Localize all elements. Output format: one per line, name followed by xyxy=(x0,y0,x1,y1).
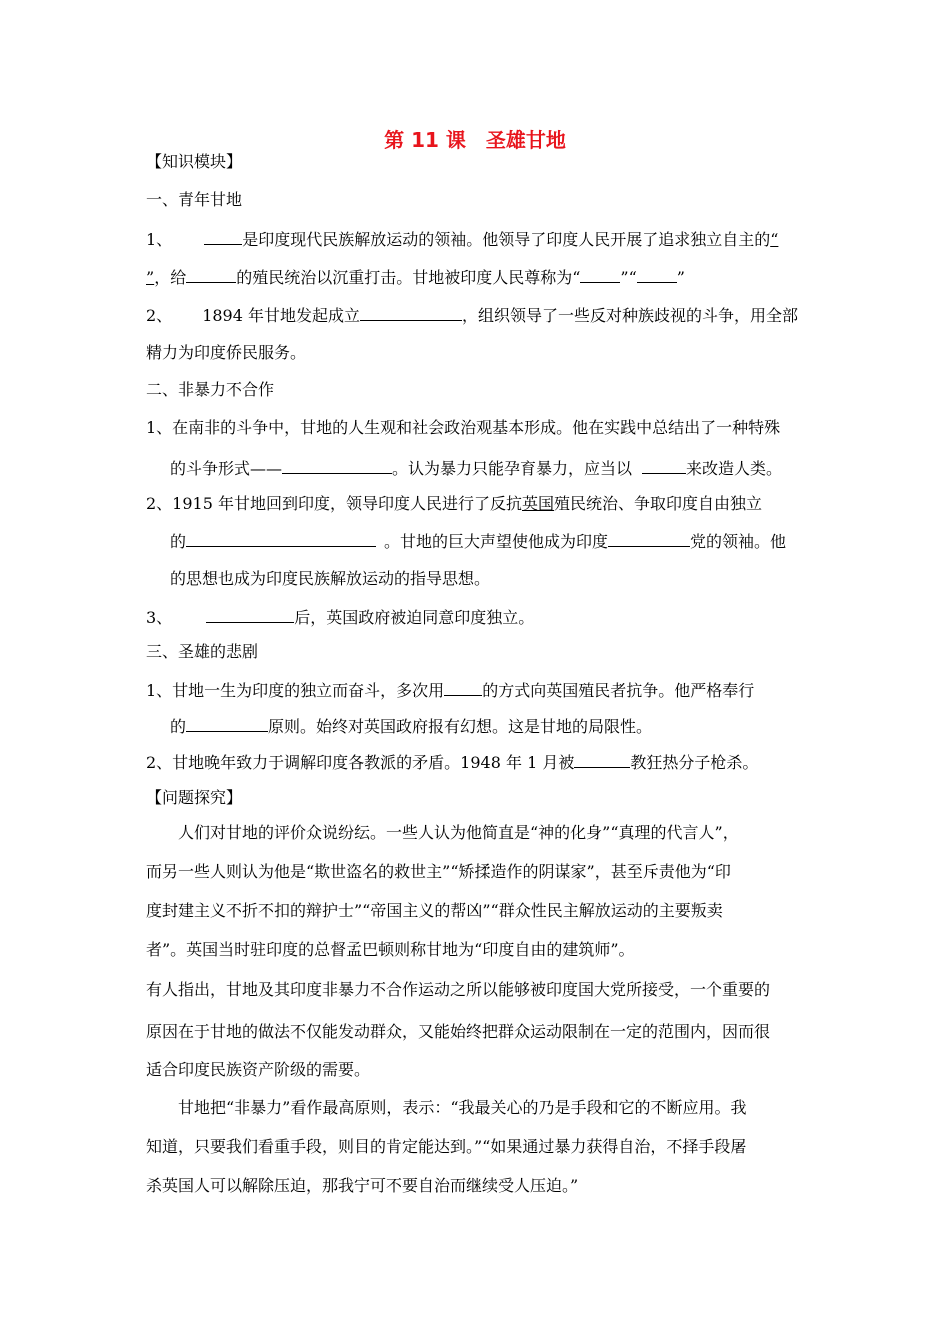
paragraph-line: 而另一些人则认为他是“欺世盗名的救世主”“矫揉造作的阴谋家”，甚至斥责他为“印 xyxy=(146,862,731,881)
paragraph-line: 者”。英国当时驻印度的总督孟巴顿则称甘地为“印度自由的建筑师”。 xyxy=(146,940,635,959)
question-text: 教狂热分子枪杀。 xyxy=(630,753,759,772)
question-text: 殖民统治、争取印度自由独立 xyxy=(554,494,763,513)
question-text: 的 xyxy=(170,717,187,736)
question-text: 的 xyxy=(170,532,187,551)
question-2-line-1 xyxy=(146,304,798,326)
question-text: ” xyxy=(146,268,155,287)
heading-young-gandhi: 一、青年甘地 xyxy=(146,190,243,209)
question-number: 3、 xyxy=(146,608,173,627)
paragraph-line: 原因在于甘地的做法不仅能发动群众，又能始终把群众运动限制在一定的范围内，因而很 xyxy=(146,1022,771,1041)
paragraph-line: 甘地把“非暴力”看作最高原则，表示：“我最关心的乃是手段和它的不断应用。我 xyxy=(178,1098,747,1117)
question-text: 1894 年甘地发起成立 xyxy=(202,306,360,325)
blank-field[interactable] xyxy=(574,751,630,768)
paragraph-line: 适合印度民族资产阶级的需要。 xyxy=(146,1060,371,1079)
heading-tragedy: 三、圣雄的悲剧 xyxy=(146,642,259,661)
blank-field[interactable] xyxy=(444,679,482,696)
heading-nonviolence: 二、非暴力不合作 xyxy=(146,380,275,399)
question-text: 党的领袖。他 xyxy=(690,532,787,551)
question-text: “ xyxy=(628,268,637,287)
blank-field[interactable] xyxy=(186,530,376,547)
question-4-line-3: 的思想也成为印度民族解放运动的指导思想。 xyxy=(170,569,491,588)
blank-field[interactable] xyxy=(186,715,268,732)
question-text: “ xyxy=(572,268,581,287)
question-text: 的方式向英国殖民者抗争。他严格奉行 xyxy=(482,681,755,700)
paragraph-line: 度封建主义不折不扣的辩护士”“帝国主义的帮凶”“群众性民主解放运动的主要叛卖 xyxy=(146,901,723,920)
underlined-text: 英国 xyxy=(522,494,555,513)
question-number: 1、 xyxy=(146,230,173,249)
question-text: 的斗争形式—— xyxy=(170,459,283,478)
question-text: 后，英国政府被迫同意印度独立。 xyxy=(294,608,535,627)
question-text: 。甘地的巨大声望使他成为印度 xyxy=(384,532,609,551)
section-knowledge: 【知识模块】 xyxy=(146,152,243,171)
question-6-line-2 xyxy=(170,715,652,737)
paragraph-line: 知道，只要我们看重手段，则目的肯定能达到。”“如果通过暴力获得自治，不择手段屠 xyxy=(146,1137,747,1156)
page-title: 第 11 课 圣雄甘地 xyxy=(384,128,566,152)
question-3-line-2 xyxy=(170,457,782,479)
paragraph-line: 人们对甘地的评价众说纷纭。一些人认为他简直是“神的化身”“真理的代言人”， xyxy=(178,823,739,842)
blank-field[interactable] xyxy=(360,304,462,321)
blank-field[interactable] xyxy=(206,606,294,623)
blank-field[interactable] xyxy=(186,266,236,283)
question-text: ，组织领导了一些反对种族歧视的斗争，用全部 xyxy=(462,306,799,325)
question-5-line-1 xyxy=(146,606,534,628)
question-text: 1、甘地一生为印度的独立而奋斗，多次用 xyxy=(146,681,445,700)
blank-field[interactable] xyxy=(204,228,242,245)
question-text: 原则。始终对英国政府报有幻想。这是甘地的局限性。 xyxy=(268,717,653,736)
question-1-line-1 xyxy=(146,228,778,250)
section-inquiry: 【问题探究】 xyxy=(146,788,243,807)
blank-field[interactable] xyxy=(282,457,392,474)
question-3-line-1: 1、在南非的斗争中，甘地的人生观和社会政治观基本形成。他在实践中总结出了一种特殊 xyxy=(146,418,781,437)
question-text: 的殖民统治以沉重打击。甘地被印度人民尊称为 xyxy=(236,268,573,287)
question-text: ” xyxy=(676,268,685,287)
question-text: 来改造人类。 xyxy=(686,459,783,478)
question-text: 2、甘地晚年致力于调解印度各教派的矛盾。1948 年 1 月被 xyxy=(146,753,575,772)
question-text: 2、1915 年甘地回到印度，领导印度人民进行了反抗 xyxy=(146,494,522,513)
question-number: 2、 xyxy=(146,306,173,325)
blank-field[interactable] xyxy=(580,266,620,283)
blank-field[interactable] xyxy=(642,457,686,474)
question-1-line-2 xyxy=(146,266,685,288)
paragraph-line: 杀英国人可以解除压迫，那我宁可不要自治而继续受人压迫。” xyxy=(146,1176,579,1195)
question-7-line-1 xyxy=(146,751,758,773)
question-text: ” xyxy=(620,268,629,287)
blank-field[interactable] xyxy=(608,530,690,547)
question-4-line-1 xyxy=(146,494,762,514)
question-2-line-2: 精力为印度侨民服务。 xyxy=(146,343,307,362)
question-text: 。认为暴力只能孕育暴力，应当以 xyxy=(392,459,633,478)
paragraph-line: 有人指出，甘地及其印度非暴力不合作运动之所以能够被印度国大党所接受，一个重要的 xyxy=(146,980,771,999)
question-4-line-2 xyxy=(170,530,786,552)
question-text: ，给 xyxy=(154,268,187,287)
blank-field[interactable] xyxy=(637,266,677,283)
question-6-line-1 xyxy=(146,679,754,701)
question-text: 是印度现代民族解放运动的领袖。他领导了印度人民开展了追求独立自主的 xyxy=(242,230,771,249)
question-text: “ xyxy=(770,230,779,249)
